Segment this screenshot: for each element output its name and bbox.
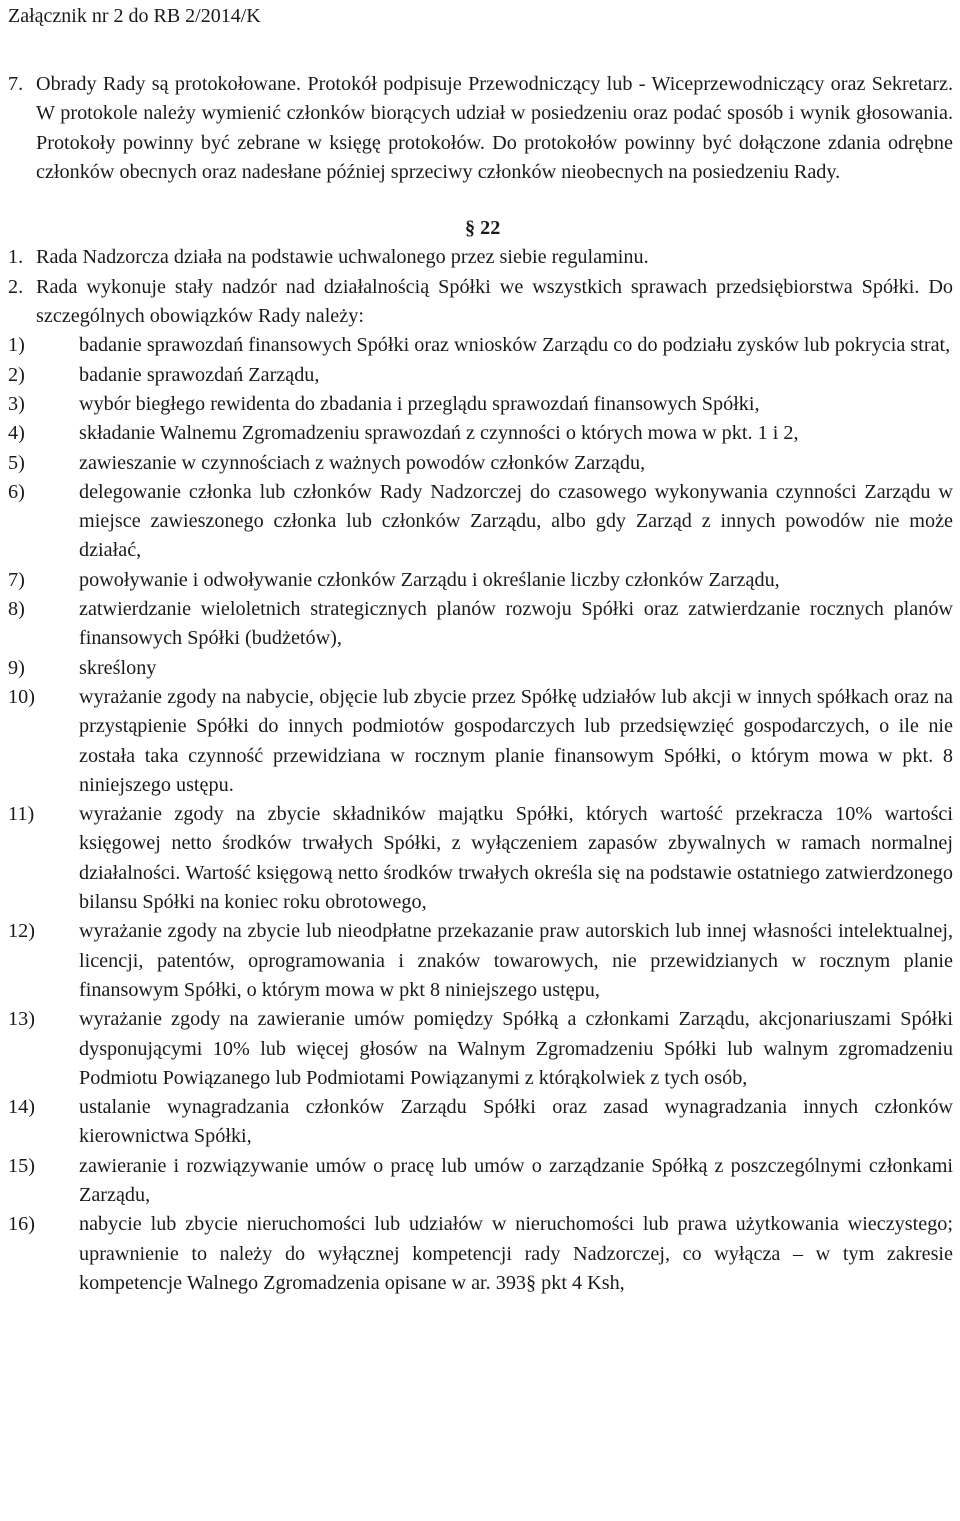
list-item-number: 3) bbox=[8, 392, 25, 415]
list-item-number: 2) bbox=[8, 363, 25, 386]
point-text: Rada wykonuje stały nadzór nad działalnością Spółki we wszystkich sprawach przedsiębiorstwa Spółki. Do szczególnych obowiązków Rady należy: bbox=[36, 275, 953, 328]
paragraph-text: Obrady Rady są protokołowane. Protokół podpisuje Przewodniczący lub - Wiceprzewodniczący oraz Sekretarz. W protokole należy wymienić członków biorących udział w posiedzeniu oraz podać sposób i wynik głosowania. Protokoły powinny być zebrane w księgę protokołów. Do protokołów powinny być dołączone zdania odrębne członków obecnych oraz nadesłane później sprzeciwy członków nieobecnych na posiedzeniu Rady. bbox=[36, 73, 953, 183]
list-item-number: 4) bbox=[8, 422, 25, 445]
list-item-number: 10) bbox=[8, 685, 35, 708]
list-item bbox=[8, 1093, 953, 1152]
list-item bbox=[8, 331, 953, 360]
point-number: 2. bbox=[8, 275, 24, 298]
list-item-text: skreślony bbox=[79, 656, 157, 679]
list-item bbox=[8, 390, 953, 419]
list-item bbox=[8, 595, 953, 654]
list-item-number: 13) bbox=[8, 1008, 35, 1031]
list-item-text: wyrażanie zgody na zawieranie umów pomiędzy Spółką a członkami Zarządu, akcjonariuszami Spółki dysponującymi 10% lub więcej głosów na Walnym Zgromadzeniu Spółki lub walnym zgromadzeniu Podmiotu Powiązanego lub Podmiotami Powiązanymi z którąkolwiek z tych osób, bbox=[79, 1008, 953, 1089]
section-sign: § bbox=[465, 217, 476, 240]
list-item-number: 9) bbox=[8, 656, 25, 679]
list-item-number: 5) bbox=[8, 451, 25, 474]
list-item-text: badanie sprawozdań Zarządu, bbox=[79, 363, 320, 386]
list-item-number: 12) bbox=[8, 920, 35, 943]
paragraph-number: 7. bbox=[8, 73, 24, 95]
list-item bbox=[8, 566, 953, 595]
list-item bbox=[8, 449, 953, 478]
section-number: 22 bbox=[480, 217, 501, 240]
list-item-text: nabycie lub zbycie nieruchomości lub udziałów w nieruchomości lub prawa użytkowania wieczystego; uprawnienie to należy do wyłącznej kompetencji rady Nadzorczej, co wyłącza – w tym zakresie kompetencje Walnego Zgromadzenia opisane w ar. 393§ pkt 4 Ksh, bbox=[79, 1213, 953, 1294]
point-number: 1. bbox=[8, 246, 24, 269]
list-item bbox=[8, 800, 953, 917]
list-item-text: wyrażanie zgody na zbycie lub nieodpłatne przekazanie praw autorskich lub innej własności intelektualnej, licencji, patentów, oprogramowania i znaków towarowych, nie przewidzianych w rocznym planie finansowym Spółki, o którym mowa w pkt 8 niniejszego ustępu, bbox=[79, 920, 953, 1001]
list-item-text: badanie sprawozdań finansowych Spółki oraz wniosków Zarządu co do podziału zysków lub pokrycia strat, bbox=[79, 334, 951, 357]
list-item bbox=[8, 683, 953, 800]
list-item bbox=[8, 654, 953, 683]
list-item-number: 8) bbox=[8, 598, 25, 621]
list-item-text: zatwierdzanie wieloletnich strategicznych planów rozwoju Spółki oraz zatwierdzanie rocznych planów finansowych Spółki (budżetów), bbox=[79, 598, 953, 650]
list-item bbox=[8, 478, 953, 566]
list-item-text: ustalanie wynagradzania członków Zarządu Spółki oraz zasad wynagradzania innych członków kierownictwa Spółki, bbox=[79, 1096, 953, 1148]
list-item bbox=[8, 361, 953, 390]
paragraph-7 bbox=[8, 70, 953, 187]
list-item bbox=[8, 1005, 953, 1093]
document-body bbox=[8, 70, 953, 1298]
list-item-number: 16) bbox=[8, 1213, 35, 1236]
list-item-number: 14) bbox=[8, 1096, 35, 1119]
list-item-text: zawieszanie w czynnościach z ważnych powodów członków Zarządu, bbox=[79, 451, 646, 474]
list-item bbox=[8, 1152, 953, 1211]
list-item-number: 15) bbox=[8, 1154, 35, 1177]
list-item-text: delegowanie członka lub członków Rady Nadzorczej do czasowego wykonywania czynności Zarządu w miejsce zawieszonego członka lub członków Zarządu, albo gdy Zarząd z innych powodów nie może działać, bbox=[79, 480, 953, 562]
list-item-number: 11) bbox=[8, 803, 35, 826]
section-heading bbox=[8, 214, 953, 243]
list-item bbox=[8, 1210, 953, 1298]
list-item-number: 7) bbox=[8, 568, 25, 591]
list-item bbox=[8, 917, 953, 1005]
list-item-text: powoływanie i odwoływanie członków Zarządu i określanie liczby członków Zarządu, bbox=[79, 568, 780, 591]
list-item-text: składanie Walnemu Zgromadzeniu sprawozdań z czynności o których mowa w pkt. 1 i 2, bbox=[79, 422, 799, 445]
point-1 bbox=[8, 243, 953, 272]
list-item-text: zawieranie i rozwiązywanie umów o pracę lub umów o zarządzanie Spółką z poszczególnymi członkami Zarządu, bbox=[79, 1154, 953, 1206]
list-item bbox=[8, 419, 953, 448]
list-item-text: wybór biegłego rewidenta do zbadania i przeglądu sprawozdań finansowych Spółki, bbox=[79, 392, 760, 415]
list-item-text: wyrażanie zgody na nabycie, objęcie lub zbycie przez Spółkę udziałów lub akcji w innych spółkach oraz na przystąpienie Spółki do innych podmiotów gospodarczych lub przedsięwzięć gospodarczych, o ile nie została taka czynność przewidziana w rocznym planie finansowym Spółki, o którym mowa w pkt. 8 niniejszego ustępu. bbox=[79, 685, 953, 796]
list-item-number: 1) bbox=[8, 334, 25, 357]
attachment-header: Załącznik nr 2 do RB 2/2014/K bbox=[8, 5, 261, 27]
duties-list bbox=[8, 331, 953, 1298]
point-2 bbox=[8, 273, 953, 332]
list-item-text: wyrażanie zgody na zbycie składników majątku Spółki, których wartość przekracza 10% wartości księgowej netto środków trwałych Spółki, z wyłączeniem zapasów zbywalnych w ramach normalnej działalności. Wartość księgową netto środków trwałych określa się na podstawie ostatniego zatwierdzonego bilansu Spółki na koniec roku obrotowego, bbox=[79, 803, 953, 914]
list-item-number: 6) bbox=[8, 480, 25, 503]
point-text: Rada Nadzorcza działa na podstawie uchwalonego przez siebie regulaminu. bbox=[36, 246, 649, 269]
